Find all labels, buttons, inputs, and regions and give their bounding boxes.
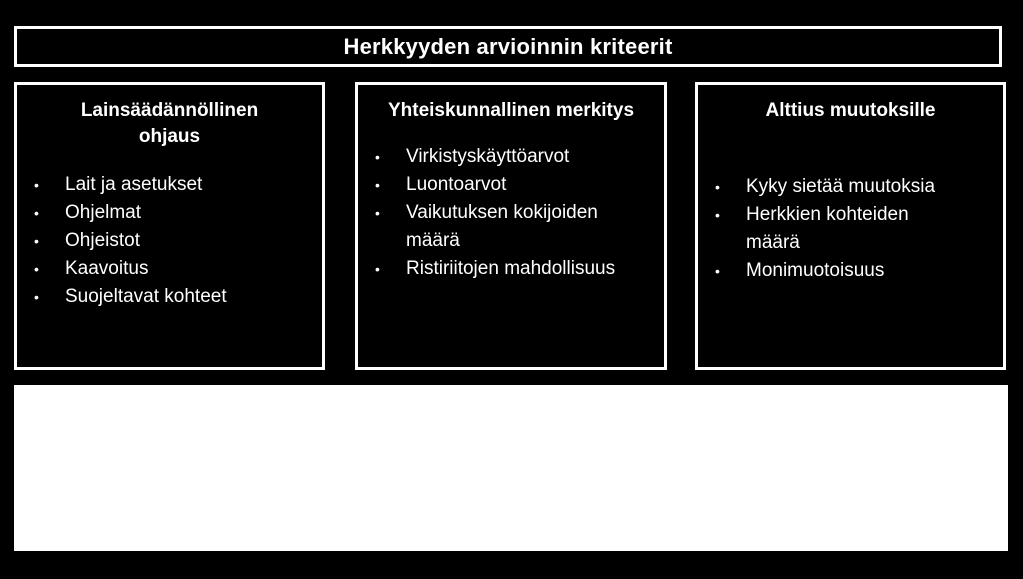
bullet-icon: • [34,177,39,193]
bullet-list [34,171,319,311]
bullet-icon: • [375,261,380,277]
card-heading: Lainsäädännöllinen ohjaus [80,100,259,147]
list-item: • Monimuotoisuus [715,257,1000,285]
bullet-list [375,143,660,283]
list-item: • Herkkien kohteiden määrä [715,201,1000,257]
blank-panel [14,385,1008,551]
bullet-icon: • [375,177,380,193]
card-heading: Yhteiskunnallinen merkitys [387,100,635,121]
list-item: • Ohjelmat [34,199,319,227]
list-item: • Ristiriitojen mahdollisuus [375,255,660,283]
criteria-card-susceptibility [695,82,1006,370]
list-item: • Ohjeistot [34,227,319,255]
bullet-icon: • [34,205,39,221]
bullet-icon: • [34,261,39,277]
title-box [14,26,1002,67]
criteria-card-legislation [14,82,325,370]
bullet-icon: • [375,205,380,221]
bullet-list [715,173,1000,285]
list-item: • Kyky sietää muutoksia [715,173,1000,201]
criteria-card-social-significance [355,82,667,370]
list-item: • Vaikutuksen kokijoiden määrä [375,199,660,255]
bullet-icon: • [715,179,720,195]
list-item: • Suojeltavat kohteet [34,283,319,311]
bullet-icon: • [34,289,39,305]
diagram-title: Herkkyyden arvioinnin kriteerit [343,33,673,59]
list-item: • Lait ja asetukset [34,171,319,199]
list-item: • Kaavoitus [34,255,319,283]
card-heading: Alttius muutoksille [765,100,936,121]
bullet-icon: • [715,263,720,279]
bullet-icon: • [34,233,39,249]
list-item: • Virkistyskäyttöarvot [375,143,660,171]
bullet-icon: • [375,149,380,165]
list-item: • Luontoarvot [375,171,660,199]
bullet-icon: • [715,207,720,223]
